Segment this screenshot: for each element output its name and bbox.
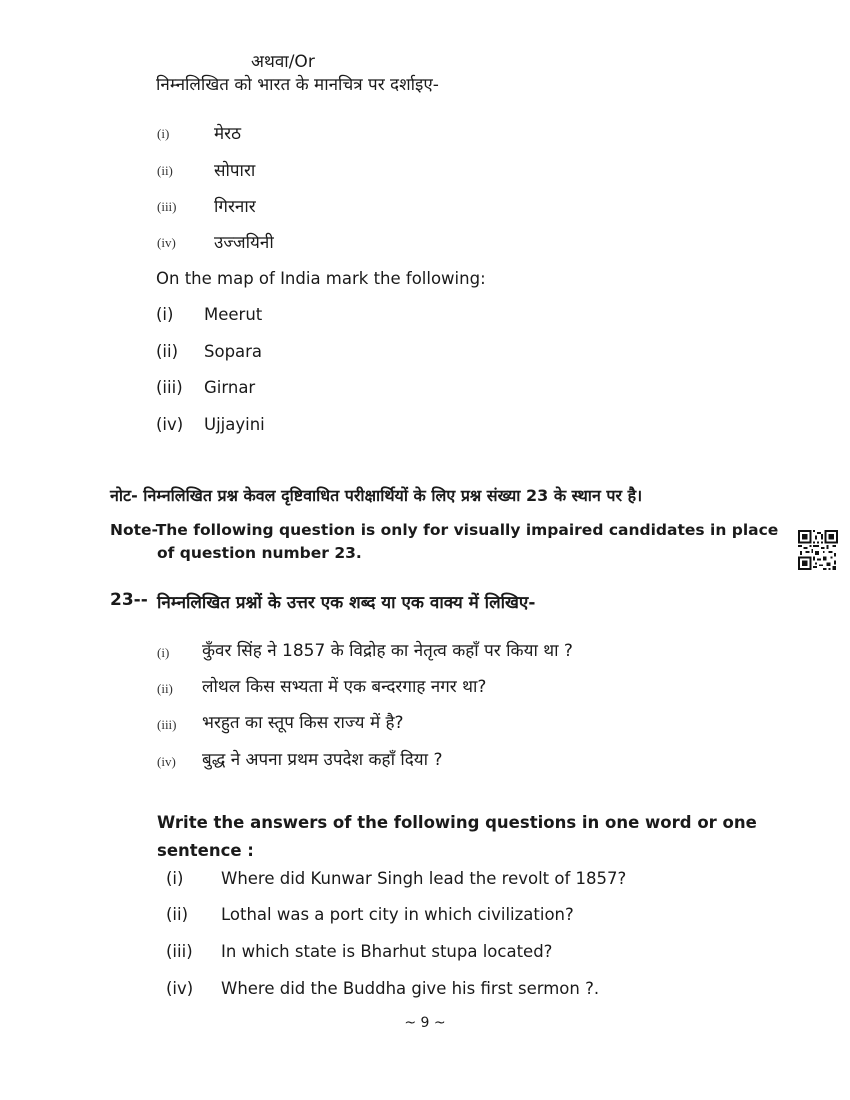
note-en-line1: Note-The following question is only for visually impaired candidates in place	[110, 521, 779, 539]
list-item: बुद्ध ने अपना प्रथम उपदेश कहाँ दिया ?	[202, 750, 443, 770]
map-instruction-hi: निम्नलिखित को भारत के मानचित्र पर दर्शाइए-	[156, 75, 439, 95]
list-item-number: (ii)	[156, 342, 179, 361]
list-item: Where did Kunwar Singh lead the revolt of 1857?	[221, 869, 627, 888]
list-item-number: (iv)	[156, 415, 184, 434]
qr-code-icon	[798, 530, 838, 570]
list-item-number: (ii)	[157, 163, 173, 178]
list-item: Girnar	[204, 378, 256, 397]
list-item: In which state is Bharhut stupa located?	[221, 942, 553, 961]
list-item: मेरठ	[214, 124, 241, 144]
list-item: उज्जयिनी	[214, 233, 274, 253]
list-item: लोथल किस सभ्यता में एक बन्दरगाह नगर था?	[202, 677, 487, 697]
list-item-number: (iii)	[166, 942, 193, 961]
list-item-number: (iii)	[156, 378, 183, 397]
or-label: अथवा/Or	[251, 52, 315, 72]
list-item-number: (i)	[157, 645, 170, 660]
list-item: Lothal was a port city in which civilization?	[221, 905, 574, 924]
list-item-number: (i)	[156, 305, 174, 324]
list-item-number: (iii)	[157, 717, 177, 732]
map-instruction-en: On the map of India mark the following:	[156, 269, 486, 288]
list-item: Meerut	[204, 305, 263, 324]
list-item: भरहुत का स्तूप किस राज्य में है?	[202, 713, 404, 733]
question-instruction-en-line2: sentence :	[157, 841, 254, 860]
list-item-number: (ii)	[157, 681, 173, 696]
list-item-number: (i)	[157, 126, 170, 141]
note-hi: नोट- निम्नलिखित प्रश्न केवल दृष्टिवाधित परीक्षार्थियों के लिए प्रश्न संख्या 23 के स्थान पर है।	[110, 486, 643, 505]
list-item: सोपारा	[214, 161, 256, 181]
list-item-number: (iv)	[157, 754, 176, 769]
list-item: Where did the Buddha give his first sermon ?.	[221, 979, 600, 998]
list-item-number: (iv)	[166, 979, 194, 998]
page-number: ~ 9 ~	[404, 1015, 446, 1031]
list-item: गिरनार	[214, 197, 256, 217]
list-item-number: (iii)	[157, 199, 177, 214]
list-item: Sopara	[204, 342, 263, 361]
question-instruction-en-line1: Write the answers of the following questions in one word or one	[157, 813, 757, 832]
list-item: Ujjayini	[204, 415, 265, 434]
question-number: 23--	[110, 590, 148, 610]
question-instruction-hi: निम्नलिखित प्रश्नों के उत्तर एक शब्द या एक वाक्य में लिखिए-	[157, 593, 536, 613]
list-item-number: (ii)	[166, 905, 189, 924]
list-item: कुँवर सिंह ने 1857 के विद्रोह का नेतृत्व कहाँ पर किया था ?	[202, 641, 573, 661]
list-item-number: (i)	[166, 869, 184, 888]
note-en-line2: of question number 23.	[157, 544, 362, 562]
list-item-number: (iv)	[157, 235, 176, 250]
